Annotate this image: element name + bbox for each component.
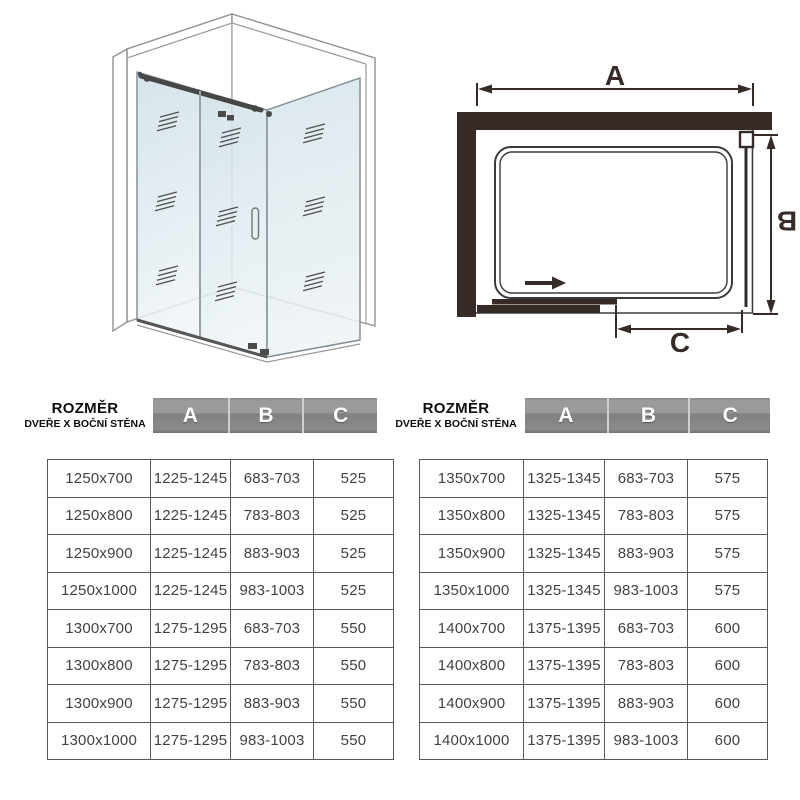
cell-b: 783-803	[605, 498, 688, 536]
sliding-door-panels	[477, 299, 617, 313]
cell-a: 1325-1345	[524, 573, 605, 611]
shower-enclosure-isometric-drawing	[85, 5, 405, 370]
cell-c: 600	[688, 685, 768, 723]
cell-a: 1325-1345	[524, 498, 605, 536]
cell-a: 1325-1345	[524, 460, 605, 498]
cell-a: 1375-1395	[524, 610, 605, 648]
cell-c: 575	[688, 460, 768, 498]
dimension-b	[753, 135, 778, 314]
cell-size: 1400x1000	[420, 723, 524, 761]
cell-size: 1400x800	[420, 648, 524, 686]
left-spec-table	[47, 459, 394, 760]
cell-size: 1300x1000	[48, 723, 151, 761]
cell-a: 1325-1345	[524, 535, 605, 573]
column-header-b: B	[607, 398, 689, 433]
left-table-title	[18, 401, 152, 431]
cell-a: 1225-1245	[151, 460, 231, 498]
cell-size: 1350x900	[420, 535, 524, 573]
column-header-a: A	[182, 403, 198, 427]
cell-size: 1350x800	[420, 498, 524, 536]
cell-a: 1275-1295	[151, 610, 231, 648]
cell-a: 1275-1295	[151, 723, 231, 761]
cell-size: 1300x900	[48, 685, 151, 723]
table-title-line2: DVEŘE X BOČNÍ STĚNA	[395, 418, 517, 430]
table-title-line1: ROZMĚR	[51, 400, 119, 417]
cell-size: 1250x900	[48, 535, 151, 573]
cell-b: 883-903	[605, 685, 688, 723]
cell-b: 883-903	[605, 535, 688, 573]
cell-a: 1225-1245	[151, 535, 231, 573]
cell-size: 1250x800	[48, 498, 151, 536]
column-header-c: C	[688, 398, 770, 433]
cell-b: 983-1003	[605, 723, 688, 761]
cell-a: 1375-1395	[524, 723, 605, 761]
cell-size: 1400x700	[420, 610, 524, 648]
cell-c: 550	[314, 610, 394, 648]
shower-tray	[495, 147, 732, 298]
cell-a: 1225-1245	[151, 498, 231, 536]
cell-c: 550	[314, 723, 394, 761]
cell-c: 575	[688, 535, 768, 573]
cell-c: 550	[314, 648, 394, 686]
shower-enclosure-plan-diagram	[440, 45, 800, 360]
column-header-b: B	[228, 398, 303, 433]
cell-size: 1350x700	[420, 460, 524, 498]
cell-a: 1275-1295	[151, 648, 231, 686]
cell-a: 1375-1395	[524, 685, 605, 723]
cell-b: 983-1003	[231, 573, 314, 611]
cell-size: 1250x700	[48, 460, 151, 498]
column-header-c: C	[302, 398, 377, 433]
cell-c: 600	[688, 723, 768, 761]
cell-c: 525	[314, 498, 394, 536]
cell-a: 1375-1395	[524, 648, 605, 686]
cell-c: 575	[688, 498, 768, 536]
right-table-header	[525, 398, 770, 433]
cell-b: 883-903	[231, 685, 314, 723]
dimension-c-label: C	[669, 327, 691, 358]
cell-size: 1400x900	[420, 685, 524, 723]
cell-b: 783-803	[231, 498, 314, 536]
cell-size: 1300x800	[48, 648, 151, 686]
cell-b: 683-703	[231, 610, 314, 648]
cell-c: 600	[688, 610, 768, 648]
table-title-line2: DVEŘE X BOČNÍ STĚNA	[24, 418, 146, 430]
cell-c: 525	[314, 573, 394, 611]
walls	[457, 112, 772, 317]
cell-c: 525	[314, 460, 394, 498]
dimension-b-label: B	[776, 205, 798, 237]
slide-direction-arrow	[525, 277, 566, 290]
wall-profile-bracket	[740, 132, 753, 147]
cell-b: 783-803	[605, 648, 688, 686]
cell-a: 1225-1245	[151, 573, 231, 611]
cell-b: 983-1003	[231, 723, 314, 761]
dimension-a-label: A	[604, 60, 626, 91]
cell-size: 1350x1000	[420, 573, 524, 611]
cell-b: 983-1003	[605, 573, 688, 611]
door-handle	[252, 208, 259, 239]
cell-c: 525	[314, 535, 394, 573]
cell-b: 683-703	[231, 460, 314, 498]
right-table-title	[389, 401, 523, 431]
right-spec-table	[419, 459, 768, 760]
side-glass-panel	[267, 78, 360, 357]
fixed-door-pane	[137, 72, 200, 338]
cell-b: 783-803	[231, 648, 314, 686]
cell-c: 550	[314, 685, 394, 723]
cell-b: 683-703	[605, 460, 688, 498]
left-table-header	[153, 398, 377, 433]
table-title-line1: ROZMĚR	[422, 400, 490, 417]
cell-a: 1275-1295	[151, 685, 231, 723]
cell-c: 575	[688, 573, 768, 611]
enclosure-outline	[476, 130, 753, 313]
cell-size: 1250x1000	[48, 573, 151, 611]
cell-b: 683-703	[605, 610, 688, 648]
cell-c: 600	[688, 648, 768, 686]
cell-b: 883-903	[231, 535, 314, 573]
column-header-a: A	[558, 403, 574, 427]
cell-size: 1300x700	[48, 610, 151, 648]
